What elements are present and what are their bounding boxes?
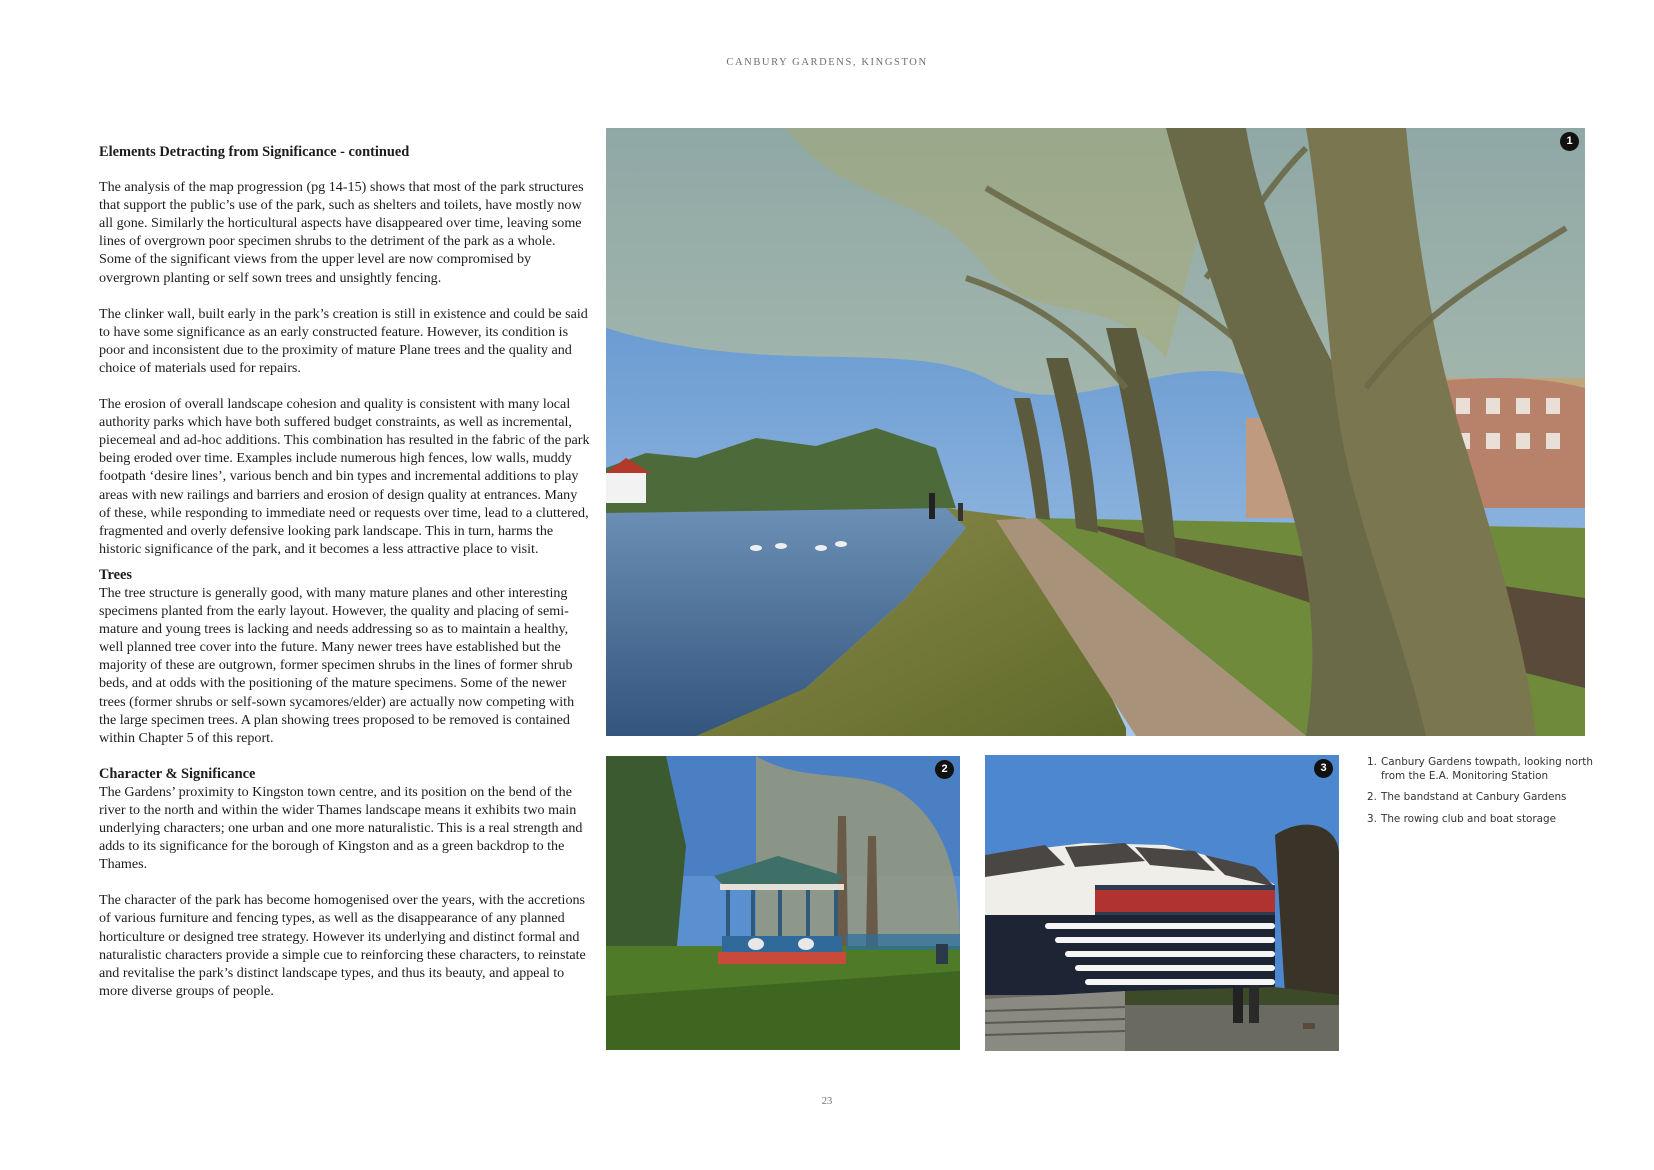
bandstand-photo-illustration (606, 756, 960, 1050)
body-paragraph: The clinker wall, built early in the park’s creation is still in existence and could be said to have some significance as an early constructed feature. However, its condition is poor and inconsistent due to the proximity of mature Plane trees and the quality and choice of materials used for repairs. (99, 305, 588, 376)
caption-text: Canbury Gardens towpath, looking north from the E.A. Monitoring Station (1381, 756, 1593, 782)
caption-number: 3. (1367, 812, 1377, 825)
photo-number-badge: 3 (1314, 759, 1333, 778)
running-header: CANBURY GARDENS, KINGSTON (726, 57, 928, 68)
photo-number-badge: 1 (1560, 132, 1579, 151)
photo-bandstand (606, 756, 960, 1050)
trees-heading: Trees (99, 566, 133, 583)
character-heading: Character & Significance (99, 765, 256, 782)
character-paragraph: The Gardens’ proximity to Kingston town centre, and its position on the bend of the river to the north and within the wider Thames landscape means it exhibits two main underlying characters; one urban and one more naturalistic. This is a real strength and adds to its significance for the borough of Kingston and as a green backdrop to the Thames. (99, 783, 583, 873)
towpath-photo-illustration (606, 128, 1585, 736)
body-text-column (99, 143, 591, 1000)
photo-number-badge: 2 (935, 760, 954, 779)
character-paragraph: The character of the park has become homogenised over the years, with the accretions of various furniture and fencing types, as well as the disappearance of any planned horticulture or designed tree strategy. However its underlying and distinct formal and naturalistic characters provide a simple cue to reinforcing these characters, to reinstate and revitalise the park’s distinct landscape types, and thus its beauty, and appeal to more diverse groups of people. (99, 892, 586, 999)
body-paragraph: The erosion of overall landscape cohesion and quality is consistent with many local authority parks which have both suffered budget constraints, as well as incremental, piecemeal and ad-hoc additions. This combination has resulted in the fabric of the park being eroded over time. Examples include numerous high fences, low walls, muddy footpath ‘desire lines’, various bench and bin types and incremental additions to play areas with new railings and barriers and erosion of design quality at entrances. Many of these, while responding to immediate need or requests over time, lead to a cluttered, fragmented and overly defensive looking park landscape. This in turn, harms the historic significance of the park, and it becomes a less attractive place to visit. (99, 396, 590, 557)
caption-text: The rowing club and boat storage (1381, 812, 1557, 825)
caption-text: The bandstand at Canbury Gardens (1381, 791, 1567, 804)
caption-number: 1. (1367, 756, 1377, 768)
body-paragraph: The analysis of the map progression (pg 14-15) shows that most of the park structures that support the public’s use of the park, such as shelters and toilets, have mostly now all gone. Similarly the horticultural aspects have disappeared over time, leaving some lines of overgrown poor specimen shrubs to the detriment of the park as a whole. Some of the significant views from the upper level are now compromised by overgrown planting or self sown trees and unsightly fencing. (99, 179, 584, 286)
caption-number: 2. (1367, 791, 1377, 804)
caption-item (1367, 756, 1602, 783)
photo-rowing-club (985, 755, 1339, 1051)
photo-captions (1367, 756, 1602, 834)
trees-paragraph: The tree structure is generally good, with many mature planes and other interesting specimens planted from the early layout. However, the quality and placing of semi-mature and young trees is lacking and needs addressing so as to maintain a healthy, well planned tree cover into the future. Many newer trees have established but the majority of these are outgrown, former specimen shrubs in the lines of former shrub beds, and at odds with the positioning of the mature specimens. Some of the newer trees (former shrubs or self-sown sycamores/elder) are actually now competing with the large specimen trees. A plan showing trees proposed to be removed is contained within Chapter 5 of this report. (99, 584, 575, 746)
caption-item (1367, 813, 1602, 827)
caption-item (1367, 791, 1602, 805)
page-number: 23 (821, 1096, 833, 1107)
rowing-club-photo-illustration (985, 755, 1339, 1051)
section-title: Elements Detracting from Significance - continued (99, 144, 410, 160)
photo-towpath (606, 128, 1585, 736)
